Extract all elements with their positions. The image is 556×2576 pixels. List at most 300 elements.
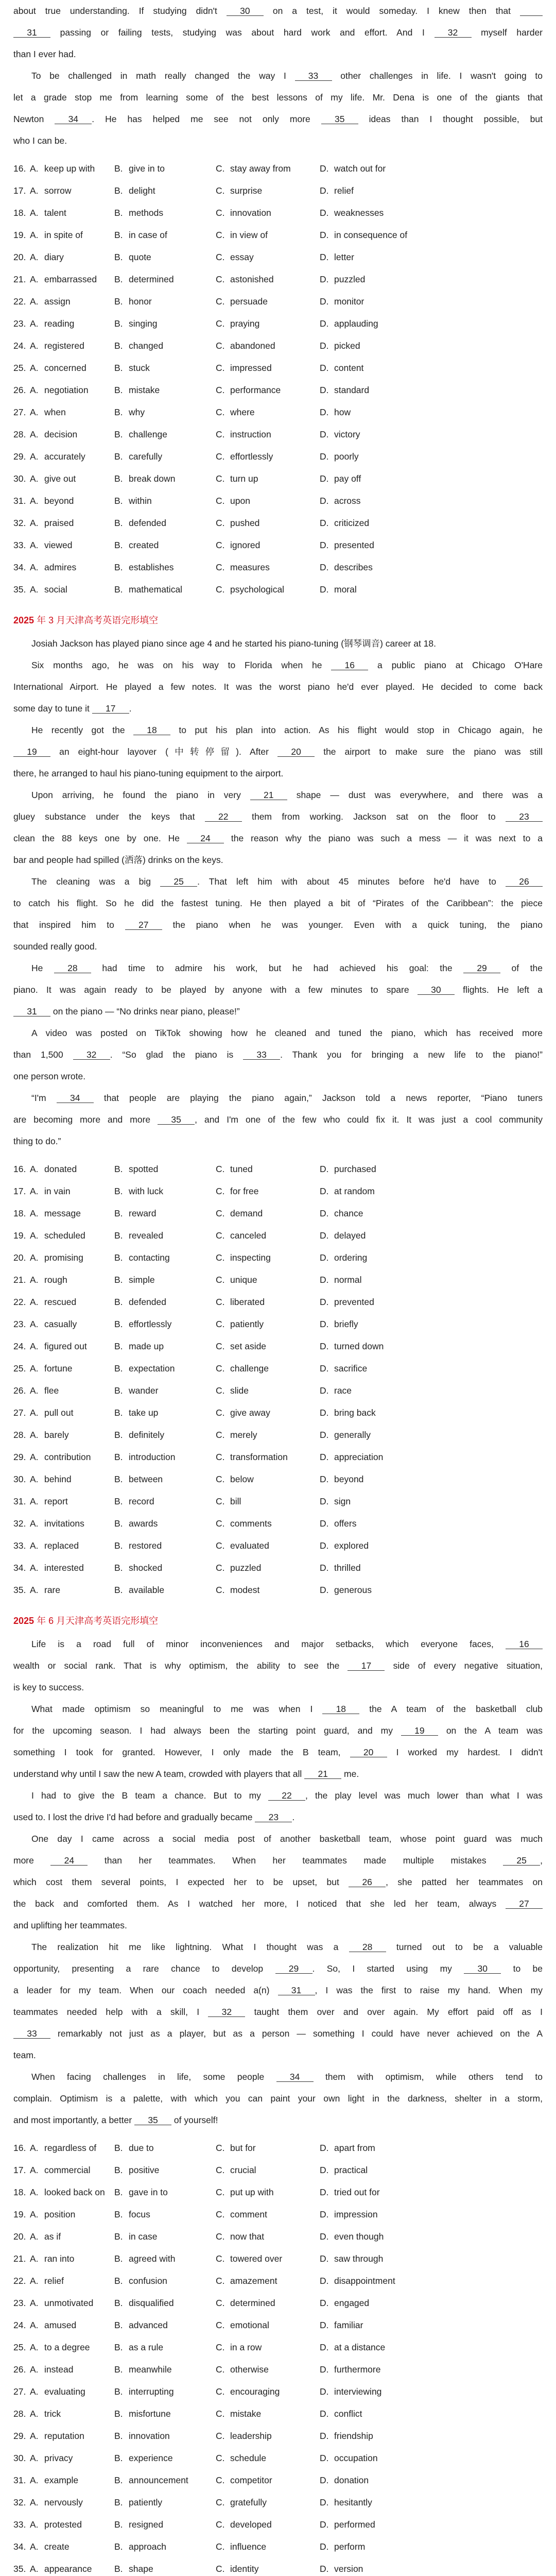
option-label-b: B. [114,296,123,307]
option-d-text: sacrifice [334,1363,368,1374]
option-a-text: in vain [44,1186,71,1196]
option-label-c: C. [216,1230,225,1241]
question-number: 27. [13,2386,26,2397]
option-label-b: B. [114,208,123,218]
option-label-b: B. [114,1563,123,1573]
text-line [13,1065,543,1087]
text-line [13,1130,543,1152]
text-run: . “So glad the piano is [110,1049,244,1060]
option-label-d: D. [320,274,329,284]
option-row [13,579,543,601]
text-line [13,22,543,43]
text-run: there, he arranged to haul his piano-tuning equipment to the airport. [13,768,284,778]
text-line [13,676,543,698]
blank-number: 31 [291,1985,302,1995]
option-label-a: A. [30,473,39,484]
question-number: 19. [13,230,26,240]
text-run: used to. I lost the drive I'd had before and gradually became [13,1812,255,1822]
blank-number: 23 [268,1812,279,1822]
text-run: that inspired him to [13,920,125,930]
option-b-text: defended [129,1297,166,1307]
text-line [13,1785,543,1806]
option-label-c: C. [216,208,225,218]
text-run: , the play level was much lower than what I was [305,1790,543,1801]
passage-paragraph [13,1785,543,1828]
text-run: One day I came across a social media post of another basketball team, whose point guard was much [31,1834,543,1844]
option-d-text: engaged [334,2298,370,2308]
option-b-text: honor [129,296,152,307]
text-run: “I'm [31,1093,57,1103]
blank-number: 17 [361,1660,372,1671]
option-label-d: D. [320,2209,329,2219]
option-label-a: A. [30,1230,39,1241]
option-label-d: D. [320,518,329,528]
blank-number: 34 [289,2072,300,2082]
option-label-a: A. [30,1275,39,1285]
option-label-b: B. [114,2453,123,2463]
option-d-text: content [334,363,364,373]
option-b-text: as a rule [129,2342,164,2352]
text-line [13,892,543,914]
option-d-text: interviewing [334,2386,382,2397]
option-d-text: moral [334,584,357,595]
text-run: the piano when he was younger. Even with a quick tuning, the piano [162,920,543,930]
option-a-text: as if [44,2231,61,2242]
text-run: . He has helped me see not only more [92,114,321,124]
text-run: wealth or social rank. That is why optimism, the ability to see the [13,1660,348,1671]
text-line [13,1806,543,1828]
blank-number: 27 [138,920,149,930]
option-b-text: stuck [129,363,150,373]
option-a-text: to a degree [44,2342,90,2352]
option-list [13,1158,543,1601]
option-c-text: leadership [230,2431,272,2441]
option-label-d: D. [320,1297,329,1307]
option-a-text: contribution [44,1452,91,1462]
question-number: 32. [13,518,26,528]
text-run: turned out to be a valuable [386,1942,543,1952]
option-row [13,202,543,224]
blank-number: 27 [519,1899,529,1909]
text-run: to put his plan into action. As his flight would stop in Chicago again, he [170,725,543,735]
text-run: the back and comforted them. As I watched her more, I noticed that she led her team, always [13,1899,506,1909]
option-b-text: simple [129,1275,155,1285]
answer-blank [133,725,170,735]
option-a-text: admires [44,562,77,572]
option-d-text: donation [334,2475,369,2485]
text-run: for the upcoming season. I had always been the starting point guard, and my [13,1725,401,1736]
option-label-d: D. [320,2231,329,2242]
option-label-b: B. [114,2298,123,2308]
text-run: taught them over and over again. My effort paid off as I [245,2007,543,2017]
text-run: an eight-hour layover (中转停留). After [50,747,278,757]
option-label-a: A. [30,385,39,395]
option-label-b: B. [114,2409,123,2419]
blank-number: 34 [68,114,79,124]
text-line [13,0,543,22]
option-c-text: transformation [230,1452,288,1462]
option-label-b: B. [114,2364,123,2375]
option-c-text: in view of [230,230,268,240]
option-b-text: wander [129,1385,159,1396]
option-a-text: nervously [44,2497,83,2507]
option-label-c: C. [216,1252,225,1263]
passage-paragraph [13,784,543,871]
heading-year: 2025 [13,1616,34,1626]
option-label-b: B. [114,363,123,373]
option-label-b: B. [114,1186,123,1196]
option-label-b: B. [114,2143,123,2153]
option-label-b: B. [114,1164,123,1174]
option-label-c: C. [216,1563,225,1573]
option-b-text: disqualified [129,2298,174,2308]
option-c-text: emotional [230,2320,269,2330]
option-row [13,313,543,335]
option-label-b: B. [114,2519,123,2530]
option-a-text: privacy [44,2453,73,2463]
option-a-text: pull out [44,1408,74,1418]
option-label-c: C. [216,2564,225,2574]
option-label-b: B. [114,451,123,462]
blank-number: 32 [221,2007,232,2017]
option-b-text: patiently [129,2497,163,2507]
option-a-text: sorrow [44,185,72,196]
answer-blank [13,1007,50,1016]
option-d-text: beyond [334,1474,364,1484]
option-label-a: A. [30,2541,39,2552]
option-a-text: talent [44,208,66,218]
option-label-d: D. [320,1186,329,1196]
option-a-text: keep up with [44,163,95,174]
blank-number: 29 [477,963,487,973]
option-d-text: race [334,1385,352,1396]
option-label-a: A. [30,518,39,528]
option-label-c: C. [216,296,225,307]
option-b-text: created [129,540,159,550]
option-c-text: evaluated [230,1540,269,1551]
answer-blank [464,1964,501,1974]
option-label-b: B. [114,473,123,484]
answer-blank [208,2007,245,2017]
option-label-c: C. [216,2475,225,2485]
option-label-b: B. [114,2320,123,2330]
question-number: 17. [13,185,26,196]
text-run: bar and people had spilled (洒落) drinks on the keys. [13,855,223,865]
answer-blank [134,2115,171,2125]
option-c-text: developed [230,2519,272,2530]
answer-blank [463,963,500,973]
blank-number: 35 [334,114,345,124]
question-number: 23. [13,2298,26,2308]
option-label-d: D. [320,2475,329,2485]
text-run: understand why until I saw the new A team, crowded with players that all [13,1769,305,1779]
option-a-text: appearance [44,2564,92,2574]
option-row [13,246,543,268]
option-d-text: furthermore [334,2364,381,2375]
text-line [13,2109,543,2131]
option-a-text: praised [44,518,74,528]
option-label-a: A. [30,451,39,462]
option-label-a: A. [30,1186,39,1196]
text-line [13,1850,543,1871]
text-run: about true understanding. If studying didn't [13,6,227,16]
question-number: 24. [13,1341,26,1351]
option-d-text: at random [334,1186,375,1196]
option-label-c: C. [216,2231,225,2242]
option-d-text: saw through [334,2253,384,2264]
option-c-text: comment [230,2209,267,2219]
option-row [13,2469,543,2492]
option-label-c: C. [216,1164,225,1174]
option-b-text: determined [129,274,174,284]
text-run: I had to give the B team a chance. But to my [31,1790,269,1801]
option-label-b: B. [114,407,123,417]
option-label-a: A. [30,584,39,595]
option-c-text: crucial [230,2165,256,2175]
option-c-text: bill [230,1496,241,1506]
question-number: 29. [13,2431,26,2441]
option-row [13,1269,543,1291]
answer-blank [435,28,472,38]
text-line [13,1022,543,1044]
option-label-b: B. [114,2276,123,2286]
option-d-text: across [334,496,361,506]
option-label-a: A. [30,407,39,417]
text-run: International Airport. He played a few notes. It was the worst piano he'd ever played. He decided to come back [13,682,543,692]
option-label-a: A. [30,363,39,373]
option-d-text: occupation [334,2453,378,2463]
text-line [13,2066,543,2088]
text-line [13,1087,543,1109]
option-row [13,2336,543,2359]
option-label-d: D. [320,584,329,595]
passage-text [13,1633,543,2131]
option-label-d: D. [320,1540,329,1551]
text-run: than I ever had. [13,49,76,59]
question-number: 28. [13,2409,26,2419]
question-number: 28. [13,429,26,439]
option-label-d: D. [320,2342,329,2352]
question-number: 17. [13,1186,26,1196]
option-row [13,2514,543,2536]
option-a-text: social [44,584,67,595]
option-a-text: beyond [44,496,74,506]
text-run: complain. Optimism is a palette, with which you can paint your own light in the darkness, shelter in a storm, [13,2093,543,2104]
option-a-text: give out [44,473,76,484]
option-row [13,2204,543,2226]
answer-blank [55,114,92,124]
option-a-text: registered [44,341,84,351]
option-d-text: victory [334,429,360,439]
option-c-text: gratefully [230,2497,267,2507]
text-run: one person wrote. [13,1071,86,1081]
option-row [13,2226,543,2248]
text-run: who I can be. [13,135,67,146]
option-b-text: focus [129,2209,150,2219]
option-b-text: contacting [129,1252,170,1263]
text-run: of yourself! [171,2115,218,2125]
option-label-c: C. [216,1341,225,1351]
option-b-text: changed [129,341,164,351]
option-row [13,2292,543,2314]
option-label-c: C. [216,1363,225,1374]
text-run: and uplifting her teammates. [13,1920,127,1930]
option-label-a: A. [30,2187,39,2197]
answer-blank [243,1050,280,1060]
option-a-text: ran into [44,2253,75,2264]
option-d-text: standard [334,385,370,395]
option-b-text: restored [129,1540,162,1551]
option-b-text: quote [129,252,151,262]
option-b-text: between [129,1474,163,1484]
option-label-a: A. [30,2409,39,2419]
passage-paragraph [13,0,543,65]
option-label-d: D. [320,2253,329,2264]
option-label-a: A. [30,163,39,174]
option-row [13,556,543,579]
option-d-text: perform [334,2541,366,2552]
option-list [13,158,543,601]
option-label-b: B. [114,318,123,329]
option-d-text: pay off [334,473,361,484]
option-c-text: slide [230,1385,249,1396]
option-c-text: schedule [230,2453,267,2463]
option-d-text: generally [334,1430,371,1440]
blank-number: 28 [362,1942,373,1952]
option-label-c: C. [216,2519,225,2530]
passage-paragraph [13,2066,543,2131]
option-d-text: letter [334,252,354,262]
option-c-text: modest [230,1585,260,1595]
option-label-b: B. [114,2253,123,2264]
option-d-text: criticized [334,518,370,528]
option-label-d: D. [320,296,329,307]
text-run: is key to success. [13,1682,84,1692]
option-label-b: B. [114,2475,123,2485]
option-d-text: hesitantly [334,2497,372,2507]
text-run: , and I'm one of the few who could fix it. It was just a cool community [195,1114,543,1125]
option-label-d: D. [320,385,329,395]
answer-blank [275,1964,312,1974]
option-d-text: impression [334,2209,378,2219]
option-a-text: evaluating [44,2386,85,2397]
option-label-b: B. [114,252,123,262]
question-number: 34. [13,2541,26,2552]
option-d-text: describes [334,562,373,572]
blank-number: 26 [519,876,529,887]
section-heading [13,609,543,632]
text-run: had time to admire his work, but he had achieved his goal: the [91,963,464,973]
option-d-text: weaknesses [334,208,384,218]
option-c-text: inspecting [230,1252,271,1263]
option-b-text: experience [129,2453,173,2463]
answer-blank [158,1115,195,1125]
text-run: than her teammates. When her teammates made multiple mistakes [88,1855,503,1866]
option-label-b: B. [114,1408,123,1418]
option-row [13,1358,543,1380]
text-run: piano. It was again ready to be played by anyone with a few minutes to spare [13,985,418,995]
option-a-text: when [44,407,66,417]
answer-blank [255,1812,295,1822]
option-c-text: challenge [230,1363,269,1374]
option-label-c: C. [216,2364,225,2375]
option-d-text: generous [334,1585,372,1595]
option-a-text: figured out [44,1341,87,1351]
blank-number: 25 [173,876,184,887]
option-label-b: B. [114,1518,123,1529]
option-label-a: A. [30,2253,39,2264]
option-b-text: introduction [129,1452,176,1462]
blank-number: 18 [336,1704,346,1714]
option-a-text: viewed [44,540,73,550]
option-label-b: B. [114,2497,123,2507]
option-label-c: C. [216,2409,225,2419]
option-row [13,1335,543,1358]
option-b-text: give in to [129,163,165,174]
text-run: opportunity, presenting a rare chance to develop [13,1963,275,1974]
text-line [13,2088,543,2109]
option-row [13,512,543,534]
text-run: clean the 88 keys one by one. He [13,833,187,843]
option-label-c: C. [216,496,225,506]
text-run: . So, I started using my [312,1963,464,1974]
option-d-text: delayed [334,1230,366,1241]
text-run: What made optimism so meaningful to me was when I [31,1704,323,1714]
option-label-b: B. [114,562,123,572]
option-label-b: B. [114,1496,123,1506]
option-label-d: D. [320,1208,329,1218]
option-d-text: thrilled [334,1563,361,1573]
option-label-a: A. [30,2431,39,2441]
blank-number: 16 [519,1639,529,1649]
passage-paragraph [13,633,543,654]
option-c-text: in a row [230,2342,262,2352]
text-line [13,1958,543,1979]
option-label-c: C. [216,2143,225,2153]
blank-number: 31 [27,1006,37,1016]
option-label-b: B. [114,2209,123,2219]
blank-number: 20 [363,1747,374,1757]
question-number: 24. [13,341,26,351]
option-label-d: D. [320,451,329,462]
option-c-text: mistake [230,2409,262,2419]
text-run: other challenges in life. I wasn't going to [332,71,543,81]
question-number: 31. [13,2475,26,2485]
question-number: 33. [13,540,26,550]
option-b-text: definitely [129,1430,165,1440]
text-run: and most importantly, a better [13,2115,135,2125]
text-run: something I took for granted. However, I only made the B team, [13,1747,350,1757]
option-c-text: pushed [230,518,260,528]
option-label-c: C. [216,1585,225,1595]
question-number: 33. [13,1540,26,1551]
option-d-text: bring back [334,1408,376,1418]
option-label-d: D. [320,2564,329,2574]
text-run: than 1,500 [13,1049,73,1060]
option-b-text: with luck [129,1186,164,1196]
option-row [13,180,543,202]
option-d-text: apart from [334,2143,375,2153]
option-c-text: encouraging [230,2386,280,2397]
option-label-b: B. [114,1585,123,1595]
blank-number: 22 [218,811,229,822]
option-c-text: towered over [230,2253,283,2264]
option-label-d: D. [320,2364,329,2375]
option-label-a: A. [30,2276,39,2286]
blank-number: 24 [64,1855,75,1866]
option-label-c: C. [216,2453,225,2463]
option-label-a: A. [30,2143,39,2153]
